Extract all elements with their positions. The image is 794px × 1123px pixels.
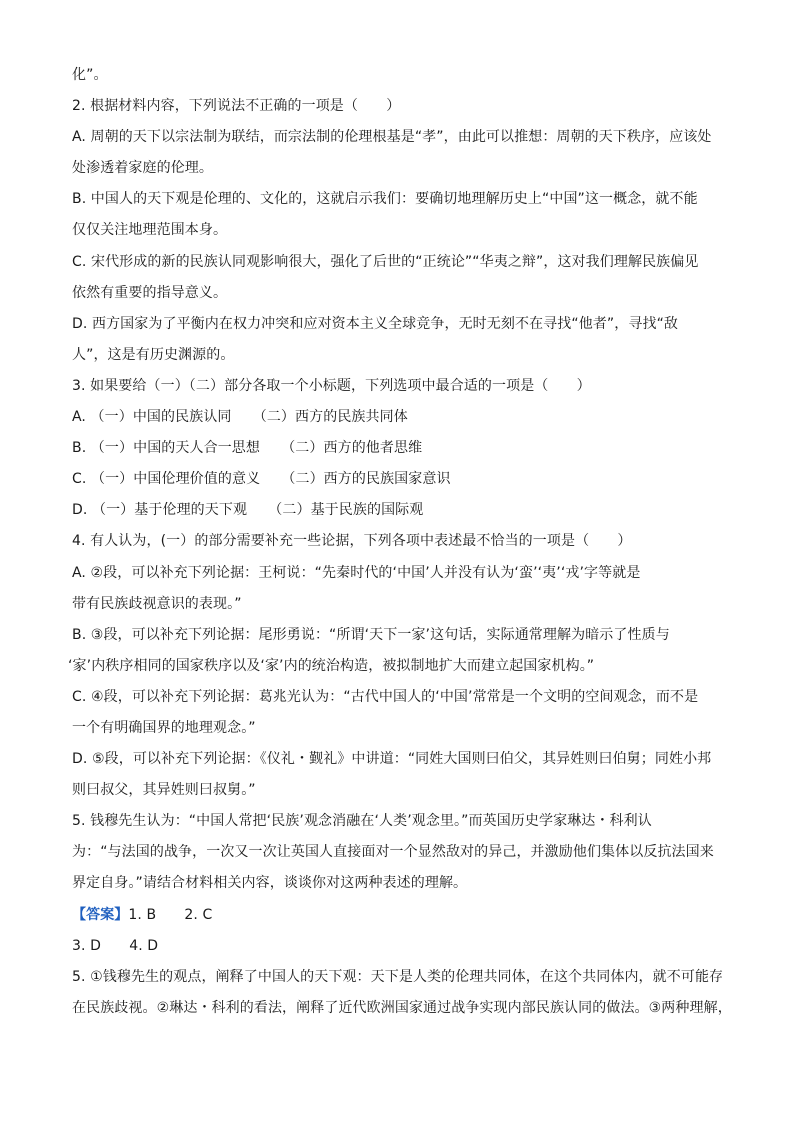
text-line: 仅仅关注地理范围本身。: [72, 222, 228, 239]
question-4-stem: 4. 有人认为，(一）的部分需要补充一些论据，下列各项中表述最不恰当的一项是（ ）: [72, 533, 632, 550]
question-2-stem: 2. 根据材料内容，下列说法不正确的一项是（ ）: [72, 98, 401, 115]
text-line: 化”。: [72, 67, 108, 83]
text-line: 带有民族歧视意识的表现。”: [72, 595, 242, 612]
question-2-option-c: C. 宋代形成的新的民族认同观影响很大，强化了后世的“正统论”“华夷之辩”，这对我们理解民族偏见: [72, 253, 699, 270]
text-line: 人”，这是有历史渊源的。: [72, 346, 235, 363]
question-3-option-d: D. （一）基于伦理的天下观 （二）基于民族的国际观: [72, 502, 424, 519]
question-4-option-a: A. ②段，可以补充下列论据：王柯说：“先秦时代的‘中国’人并没有认为‘蛮’‘夷’‘戎’字等就是: [72, 564, 641, 581]
question-3-option-c: C. （一）中国伦理价值的意义 （二）西方的民族国家意识: [72, 471, 451, 488]
question-2-option-a: A. 周朝的天下以宗法制为联结，而宗法制的伦理根基是“孝”，由此可以推想：周朝的天下秩序，应该处: [72, 129, 712, 146]
answer-explanation: 5. ①钱穆先生的观点，阐释了中国人的天下观：天下是人类的伦理共同体，在这个共同体内，就不可能存: [72, 968, 724, 985]
question-3-option-b: B. （一）中国的天人合一思想 （二）西方的他者思维: [72, 440, 423, 457]
question-2-option-d: D. 西方国家为了平衡内在权力冲突和应对资本主义全球竞争，无时无刻不在寻找“他者”，寻找“敌: [72, 315, 679, 332]
question-5-stem: 5. 钱穆先生认为：“中国人常把‘民族’观念消融在‘人类’观念里。”而英国历史学家琳达・科利认: [72, 813, 652, 830]
question-4-option-b: B. ③段，可以补充下列论据：尾形勇说：“所谓‘天下一家’这句话，实际通常理解为暗示了性质与: [72, 626, 670, 643]
answer-tag: 【答案】: [72, 906, 129, 923]
text-line: 为：“与法国的战争，一次又一次让英国人直接面对一个显然敌对的异己，并激励他们集体以反抗法国来: [72, 844, 714, 861]
text-line: 则曰叔父，其异姓则曰叔舅。”: [72, 782, 256, 799]
question-4-option-d: D. ⑤段，可以补充下列论据：《仪礼・觐礼》中讲道：“同姓大国则曰伯父，其异姓则曰伯舅；同姓小邦: [72, 751, 712, 768]
text-line: 处渗透着家庭的伦理。: [72, 160, 213, 177]
text-line: 一个有明确国界的地理观念。”: [72, 719, 256, 736]
answer-line: [72, 902, 740, 933]
document-page: [68, 62, 740, 1026]
text-line: ‘家’内秩序相同的国家秩序以及‘家’内的统治构造，被拟制地扩大而建立起国家机构。”: [68, 657, 595, 674]
question-3-option-a: A. （一）中国的民族认同 （二）西方的民族共同体: [72, 409, 408, 426]
answer-values: 1. B 2. C: [128, 906, 213, 923]
answer-values-2: 3. D 4. D: [72, 937, 159, 954]
question-4-option-c: C. ④段，可以补充下列论据：葛兆光认为：“古代中国人的‘中国’常常是一个文明的空间观念，而不是: [72, 688, 699, 705]
text-line: 依然有重要的指导意义。: [72, 284, 228, 301]
question-3-stem: 3. 如果要给（一）（二）部分各取一个小标题，下列选项中最合适的一项是（ ）: [72, 377, 591, 394]
question-2-option-b: B. 中国人的天下观是伦理的、文化的，这就启示我们：要确切地理解历史上“中国”这一概念，就不能: [72, 191, 698, 208]
answer-explanation-cont: 在民族歧视。②琳达・科利的看法，阐释了近代欧洲国家通过战争实现内部民族认同的做法。③两种理解，: [72, 999, 732, 1016]
text-line: 界定自身。”请结合材料相关内容，谈谈你对这两种表述的理解。: [72, 875, 468, 892]
